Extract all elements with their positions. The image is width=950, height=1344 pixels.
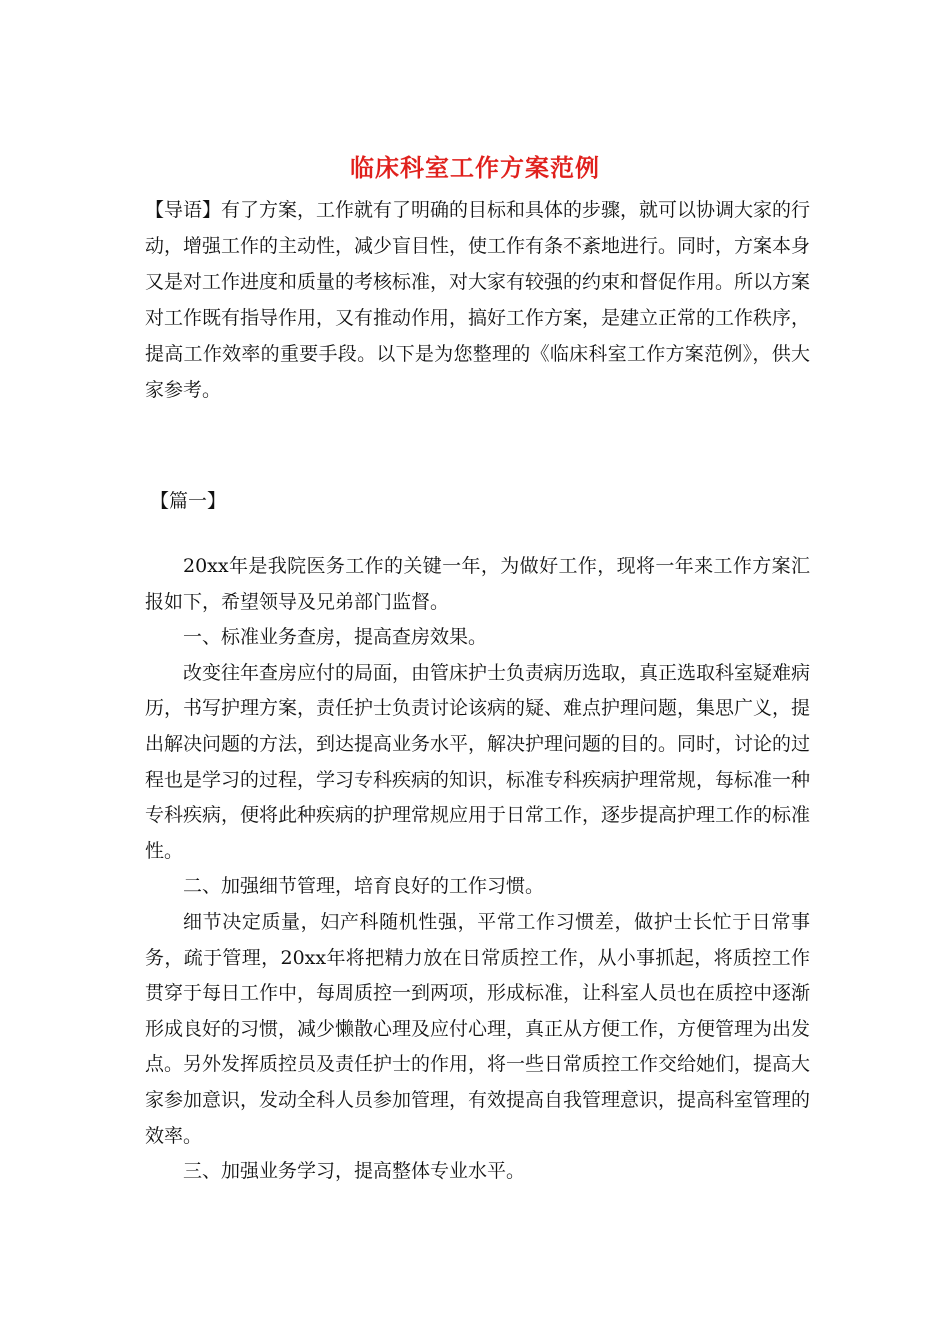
body-paragraph: 20xx年是我院医务工作的关键一年，为做好工作，现将一年来工作方案汇报如下，希望领导及兄弟部门监督。: [145, 555, 810, 613]
intro-paragraph: 【导语】有了方案，工作就有了明确的目标和具体的步骤，就可以协调大家的行动，增强工作的主动性，减少盲目性，使工作有条不紊地进行。同时，方案本身又是对工作进度和质量的考核标准，对大家有较强的约束和督促作用。所以方案对工作既有指导作用，又有推动作用，搞好工作方案，是建立正常的工作秩序，提高工作效率的重要手段。以下是为您整理的《临床科室工作方案范例》，供大家参考。: [145, 199, 811, 401]
body-paragraph: 改变往年查房应付的局面，由管床护士负责病历选取，真正选取科室疑难病历，书写护理方案，责任护士负责讨论该病的疑、难点护理问题，集思广义，提出解决问题的方法，到达提高业务水平，解决护理问题的目的。同时，讨论的过程也是学习的过程，学习专科疾病的知识，标准专科疾病护理常规，每标准一种专科疾病，便将此种疾病的护理常规应用于日常工作，逐步提高护理工作的标准性。: [145, 661, 811, 862]
document-title: 临床科室工作方案范例: [350, 153, 600, 182]
section-heading-2: 二、加强细节管理，培育良好的工作习惯。: [183, 875, 545, 898]
section-heading-3: 三、加强业务学习，提高整体专业水平。: [183, 1160, 526, 1183]
body-paragraph: 细节决定质量，妇产科随机性强，平常工作习惯差，做护士长忙于日常事务，疏于管理，20xx年将把精力放在日常质控工作，从小事抓起，将质控工作贯穿于每日工作中，每周质控一到两项，形成标准，让科室人员也在质控中逐渐形成良好的习惯，减少懒散心理及应付心理，真正从方便工作，方便管理为出发点。另外发挥质控员及责任护士的作用，将一些日常质控工作交给她们，提高大家参加意识，发动全科人员参加管理，有效提高自我管理意识，提高科室管理的效率。: [145, 910, 811, 1147]
body-text: [145, 549, 810, 1190]
section-heading-1: 一、标准业务查房，提高查房效果。: [183, 626, 488, 649]
section-label: 【篇一】: [150, 490, 227, 512]
